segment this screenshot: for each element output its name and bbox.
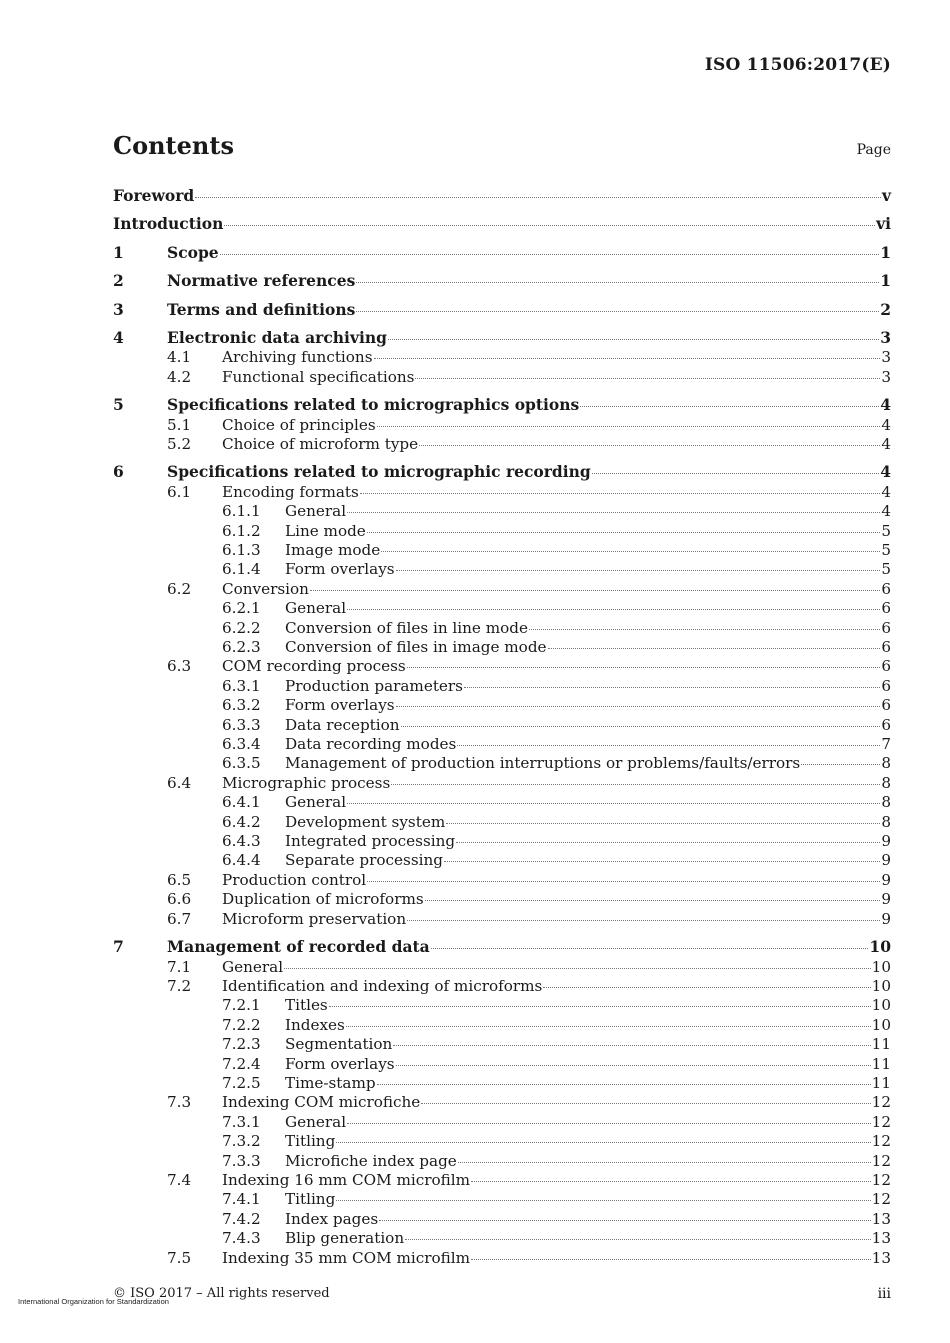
toc-entry-number: 7.3: [167, 1093, 192, 1112]
toc-entry-page: vi: [876, 214, 891, 234]
dot-leader: [356, 311, 879, 312]
toc-entry[interactable]: [113, 1229, 891, 1248]
table-of-contents: [113, 186, 891, 1268]
toc-entry[interactable]: [113, 715, 891, 734]
toc-entry-page: 10: [871, 996, 891, 1015]
toc-entry-number: 6.3.2: [222, 696, 261, 715]
toc-entry-title: Specifications related to micrographic recording: [167, 462, 591, 482]
dot-leader: [801, 764, 880, 765]
toc-entry[interactable]: [113, 300, 891, 320]
toc-entry-number: 6.4.1: [222, 793, 261, 812]
toc-entry-number: 7.2.2: [222, 1015, 261, 1034]
toc-entry[interactable]: [113, 1035, 891, 1054]
toc-entry-title: Production control: [222, 870, 367, 889]
toc-entry-title: Line mode: [285, 521, 366, 540]
toc-entry-title: General: [222, 957, 284, 976]
toc-entry-page: 12: [871, 1132, 891, 1151]
dot-leader: [336, 1142, 870, 1143]
toc-entry-title: Management of recorded data: [167, 937, 430, 957]
toc-entry-page: 8: [881, 793, 891, 812]
dot-leader: [543, 987, 870, 988]
toc-entry-number: 6.4: [167, 773, 192, 792]
toc-entry-title: General: [285, 793, 347, 812]
toc-entry-page: v: [881, 186, 891, 205]
toc-entry-title: Integrated processing: [285, 832, 456, 851]
toc-entry[interactable]: [113, 243, 891, 263]
toc-entry[interactable]: [113, 1054, 891, 1073]
toc-entry[interactable]: [113, 482, 891, 501]
page-number: iii: [877, 1286, 891, 1302]
dot-leader: [347, 609, 880, 610]
dot-leader: [284, 968, 871, 969]
toc-entry-number: 6.7: [167, 909, 192, 928]
toc-entry-page: 2: [880, 299, 891, 319]
toc-entry-title: Titling: [285, 1190, 336, 1209]
toc-entry-number: 6.2.1: [222, 599, 261, 618]
dot-leader: [347, 803, 880, 804]
toc-entry-page: 4: [881, 502, 891, 521]
toc-entry-page: 6: [881, 657, 891, 676]
toc-entry-title: Specifications related to micrographics options: [167, 395, 580, 415]
dot-leader: [415, 378, 880, 379]
toc-entry-page: 13: [871, 1209, 891, 1228]
toc-entry-page: 10: [871, 957, 891, 976]
toc-entry-page: 4: [880, 395, 891, 415]
toc-entry-title: Archiving functions: [222, 348, 373, 367]
toc-entry-title: Microfiche index page: [285, 1151, 457, 1170]
toc-entry-page: 8: [881, 812, 891, 831]
toc-entry[interactable]: [113, 186, 891, 206]
toc-entry-title: Electronic data archiving: [167, 327, 387, 347]
toc-entry[interactable]: [113, 676, 891, 695]
toc-entry[interactable]: [113, 696, 891, 715]
dot-leader: [374, 358, 881, 359]
dot-leader: [377, 426, 881, 427]
toc-entry[interactable]: [113, 348, 891, 367]
toc-entry-page: 8: [881, 773, 891, 792]
toc-entry[interactable]: [113, 957, 891, 976]
toc-entry-page: 1: [880, 242, 891, 262]
dot-leader: [471, 1259, 871, 1260]
toc-entry-page: 7: [881, 735, 891, 754]
dot-leader: [377, 1084, 871, 1085]
toc-entry-title: Identification and indexing of microforms: [222, 976, 543, 995]
toc-entry-number: 4.1: [167, 348, 192, 367]
toc-entry-number: 6.2.3: [222, 638, 261, 657]
dot-leader: [529, 629, 880, 630]
toc-entry[interactable]: [113, 1093, 891, 1112]
toc-entry-number: 7.4.2: [222, 1209, 261, 1228]
toc-entry-number: 1: [113, 242, 124, 262]
toc-entry[interactable]: [113, 1171, 891, 1190]
toc-entry-title: Image mode: [285, 540, 381, 559]
toc-entry-page: 6: [881, 618, 891, 637]
toc-entry-number: 6.2: [167, 579, 192, 598]
toc-entry[interactable]: [113, 909, 891, 928]
toc-entry[interactable]: [113, 812, 891, 831]
dot-leader: [396, 1065, 871, 1066]
toc-entry[interactable]: [113, 1132, 891, 1151]
toc-entry[interactable]: [113, 579, 891, 598]
dot-leader: [458, 1162, 871, 1163]
toc-entry-number: 6.2.2: [222, 618, 261, 637]
toc-entry-number: 6.1.2: [222, 521, 261, 540]
dot-leader: [580, 406, 879, 407]
toc-entry[interactable]: [113, 367, 891, 386]
toc-entry-title: Blip generation: [285, 1229, 405, 1248]
toc-entry[interactable]: [113, 638, 891, 657]
toc-entry-page: 5: [881, 521, 891, 540]
toc-entry[interactable]: [113, 462, 891, 482]
dot-leader: [310, 590, 880, 591]
toc-entry[interactable]: [113, 271, 891, 291]
toc-entry-page: 6: [881, 676, 891, 695]
toc-entry-title: Time-stamp: [285, 1073, 376, 1092]
toc-entry[interactable]: [113, 395, 891, 415]
toc-entry-number: 6.1: [167, 482, 192, 501]
toc-entry-page: 12: [871, 1093, 891, 1112]
toc-entry-title: Management of production interruptions or problems/faults/errors: [285, 754, 801, 773]
dot-leader: [407, 667, 881, 668]
dot-leader: [220, 254, 880, 255]
toc-entry-title: Data recording modes: [285, 735, 457, 754]
dot-leader: [391, 784, 880, 785]
toc-entry[interactable]: [113, 1074, 891, 1093]
dot-leader: [396, 570, 881, 571]
toc-entry-title: Conversion of files in line mode: [285, 618, 528, 637]
dot-leader: [360, 493, 881, 494]
toc-entry-number: 5.2: [167, 434, 192, 453]
toc-entry[interactable]: [113, 618, 891, 637]
toc-entry[interactable]: [113, 996, 891, 1015]
toc-entry-number: 6.1.4: [222, 560, 261, 579]
toc-entry-number: 7.4.3: [222, 1229, 261, 1248]
toc-entry-number: 7.2: [167, 976, 192, 995]
dot-leader: [336, 1200, 870, 1201]
toc-entry[interactable]: [113, 415, 891, 434]
toc-entry-page: 9: [881, 909, 891, 928]
toc-entry-title: Development system: [285, 812, 446, 831]
toc-entry-page: 6: [881, 638, 891, 657]
toc-entry[interactable]: [113, 1248, 891, 1267]
toc-entry-number: 4.2: [167, 367, 192, 386]
dot-leader: [329, 1006, 871, 1007]
dot-leader: [419, 445, 880, 446]
toc-entry-number: 7.3.3: [222, 1151, 261, 1170]
toc-entry-page: 6: [881, 599, 891, 618]
toc-entry-page: 3: [880, 327, 891, 347]
dot-leader: [471, 1181, 871, 1182]
toc-entry-page: 13: [871, 1229, 891, 1248]
dot-leader: [446, 823, 880, 824]
toc-entry[interactable]: [113, 1112, 891, 1131]
toc-entry-page: 11: [871, 1073, 891, 1092]
dot-leader: [405, 1239, 871, 1240]
toc-entry-page: 6: [881, 715, 891, 734]
toc-entry-number: 3: [113, 299, 124, 319]
toc-entry[interactable]: [113, 560, 891, 579]
toc-entry-number: 7.5: [167, 1248, 192, 1267]
toc-entry-title: Form overlays: [285, 1054, 395, 1073]
toc-entry-page: 10: [871, 1015, 891, 1034]
toc-entry-page: 10: [869, 937, 891, 957]
toc-entry-number: 7.2.4: [222, 1054, 261, 1073]
dot-leader: [407, 920, 880, 921]
toc-entry-number: 6.1.3: [222, 540, 261, 559]
page-column-label: Page: [856, 142, 891, 158]
toc-entry-title: Production parameters: [285, 676, 463, 695]
toc-entry-title: Index pages: [285, 1209, 379, 1228]
toc-entry-page: 9: [881, 851, 891, 870]
dot-leader: [548, 648, 881, 649]
toc-entry-page: 12: [871, 1170, 891, 1189]
toc-entry[interactable]: [113, 1015, 891, 1034]
dot-leader: [464, 687, 880, 688]
dot-leader: [393, 1045, 870, 1046]
toc-entry-title: Terms and definitions: [167, 299, 356, 319]
dot-leader: [367, 881, 880, 882]
dot-leader: [346, 1026, 871, 1027]
toc-entry-page: 6: [881, 579, 891, 598]
toc-entry-number: 5: [113, 395, 124, 415]
toc-entry-title: Encoding formats: [222, 482, 359, 501]
toc-entry-number: 7.2.1: [222, 996, 261, 1015]
toc-entry-title: Segmentation: [285, 1035, 393, 1054]
toc-entry-title: Indexing 16 mm COM microfilm: [222, 1170, 471, 1189]
toc-entry-number: 6.3: [167, 657, 192, 676]
toc-entry-number: 6.6: [167, 890, 192, 909]
toc-entry-page: 4: [881, 415, 891, 434]
toc-entry[interactable]: [113, 1190, 891, 1209]
toc-entry-page: 12: [871, 1190, 891, 1209]
toc-entry-number: 6.1.1: [222, 502, 261, 521]
toc-entry-title: Choice of microform type: [222, 434, 419, 453]
toc-entry-number: 6.3.1: [222, 676, 261, 695]
copyright-notice: © ISO 2017 – All rights reserved: [113, 1286, 330, 1301]
toc-entry-title: Foreword: [113, 186, 195, 205]
page-title: Contents: [113, 131, 234, 160]
toc-entry-number: 7.1: [167, 957, 192, 976]
toc-entry-title: Indexing 35 mm COM microfilm: [222, 1248, 471, 1267]
toc-entry-page: 12: [871, 1151, 891, 1170]
toc-entry-title: Form overlays: [285, 696, 395, 715]
toc-entry-number: 7.2.5: [222, 1073, 261, 1092]
toc-entry-page: 11: [871, 1054, 891, 1073]
toc-entry-title: Conversion: [222, 579, 309, 598]
toc-entry-page: 9: [881, 832, 891, 851]
dot-leader: [457, 745, 880, 746]
toc-entry[interactable]: [113, 937, 891, 957]
toc-entry-page: 8: [881, 754, 891, 773]
toc-entry-title: Form overlays: [285, 560, 395, 579]
toc-entry-number: 7: [113, 937, 124, 957]
toc-entry-page: 4: [880, 462, 891, 482]
dot-leader: [367, 532, 881, 533]
dot-leader: [224, 225, 875, 226]
toc-entry-page: 3: [881, 367, 891, 386]
toc-entry[interactable]: [113, 870, 891, 889]
dot-leader: [381, 551, 880, 552]
toc-entry[interactable]: [113, 890, 891, 909]
toc-entry-page: 4: [881, 434, 891, 453]
toc-entry-title: Titles: [285, 996, 328, 1015]
toc-entry-title: Functional specifications: [222, 367, 415, 386]
toc-entry[interactable]: [113, 541, 891, 560]
toc-entry-title: Indexing COM microfiche: [222, 1093, 421, 1112]
toc-entry-title: General: [285, 1112, 347, 1131]
toc-entry[interactable]: [113, 793, 891, 812]
toc-entry-page: 3: [881, 348, 891, 367]
toc-entry-page: 4: [881, 482, 891, 501]
toc-entry[interactable]: [113, 328, 891, 348]
dot-leader: [444, 861, 880, 862]
toc-entry-title: Scope: [167, 242, 219, 262]
toc-entry[interactable]: [113, 435, 891, 454]
toc-entry[interactable]: [113, 977, 891, 996]
toc-entry-number: 7.4.1: [222, 1190, 261, 1209]
toc-entry-title: General: [285, 599, 347, 618]
toc-entry-page: 13: [871, 1248, 891, 1267]
toc-entry-number: 6.5: [167, 870, 192, 889]
toc-entry[interactable]: [113, 1209, 891, 1228]
toc-entry-title: Duplication of microforms: [222, 890, 424, 909]
toc-entry[interactable]: [113, 1151, 891, 1170]
dot-leader: [592, 473, 879, 474]
toc-entry-title: Introduction: [113, 214, 224, 234]
toc-entry-title: Indexes: [285, 1015, 345, 1034]
toc-entry-title: Conversion of files in image mode: [285, 638, 547, 657]
toc-entry-number: 6: [113, 462, 124, 482]
dot-leader: [431, 948, 869, 949]
toc-entry[interactable]: [113, 599, 891, 618]
organization-name: International Organization for Standardization: [18, 1297, 169, 1306]
dot-leader: [379, 1220, 871, 1221]
toc-entry-number: 6.3.3: [222, 715, 261, 734]
toc-entry-page: 12: [871, 1112, 891, 1131]
toc-entry-number: 7.3.1: [222, 1112, 261, 1131]
toc-entry-number: 2: [113, 271, 124, 291]
toc-entry-page: 5: [881, 540, 891, 559]
toc-entry-page: 5: [881, 560, 891, 579]
toc-entry-title: Titling: [285, 1132, 336, 1151]
toc-entry-number: 6.4.4: [222, 851, 261, 870]
toc-entry-page: 10: [871, 976, 891, 995]
toc-entry-number: 7.4: [167, 1170, 192, 1189]
dot-leader: [456, 842, 880, 843]
toc-entry-title: Microform preservation: [222, 909, 407, 928]
toc-entry-title: Micrographic process: [222, 773, 391, 792]
toc-entry[interactable]: [113, 773, 891, 792]
dot-leader: [401, 726, 881, 727]
toc-entry-number: 7.2.3: [222, 1035, 261, 1054]
toc-entry-page: 1: [880, 271, 891, 291]
dot-leader: [347, 1123, 871, 1124]
toc-entry-number: 6.4.3: [222, 832, 261, 851]
dot-leader: [396, 706, 881, 707]
toc-entry-title: COM recording process: [222, 657, 406, 676]
dot-leader: [421, 1103, 870, 1104]
toc-entry[interactable]: [113, 754, 891, 773]
toc-entry-number: 6.4.2: [222, 812, 261, 831]
toc-entry[interactable]: [113, 735, 891, 754]
toc-entry-page: 6: [881, 696, 891, 715]
toc-entry-number: 6.3.5: [222, 754, 261, 773]
toc-entry-page: 11: [871, 1035, 891, 1054]
toc-entry-title: Normative references: [167, 271, 356, 291]
toc-entry-title: Separate processing: [285, 851, 443, 870]
toc-entry[interactable]: [113, 851, 891, 870]
toc-entry-number: 5.1: [167, 415, 192, 434]
toc-entry-number: 6.3.4: [222, 735, 261, 754]
toc-entry-number: 4: [113, 327, 124, 347]
dot-leader: [356, 282, 879, 283]
toc-entry-page: 9: [881, 890, 891, 909]
toc-entry[interactable]: [113, 657, 891, 676]
dot-leader: [347, 512, 880, 513]
toc-entry-number: 7.3.2: [222, 1132, 261, 1151]
toc-entry-title: Data reception: [285, 715, 400, 734]
toc-entry[interactable]: [113, 832, 891, 851]
document-id: ISO 11506:2017(E): [704, 55, 891, 75]
toc-entry-page: 9: [881, 870, 891, 889]
toc-entry[interactable]: [113, 502, 891, 521]
toc-entry[interactable]: [113, 214, 891, 234]
toc-entry-title: Choice of principles: [222, 415, 376, 434]
dot-leader: [425, 900, 881, 901]
dot-leader: [195, 197, 881, 198]
toc-entry-title: General: [285, 502, 347, 521]
dot-leader: [388, 339, 879, 340]
toc-entry[interactable]: [113, 521, 891, 540]
